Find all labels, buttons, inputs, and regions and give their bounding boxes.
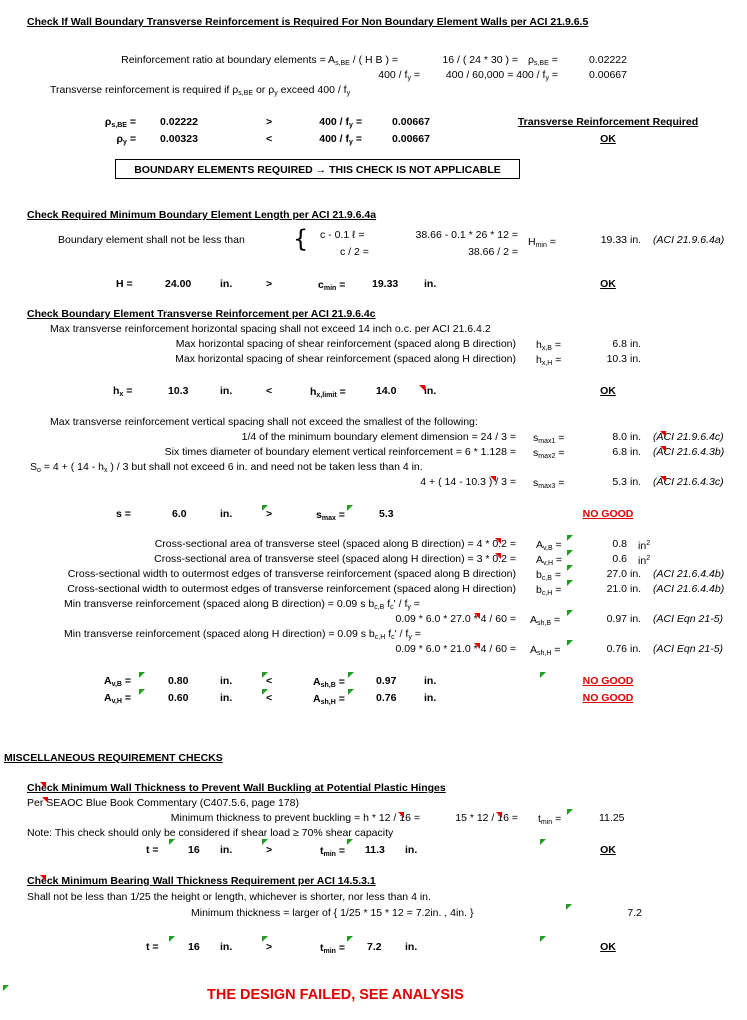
hxh-unit: in. xyxy=(630,353,642,365)
comment-marker-icon xyxy=(347,505,353,511)
area-h-result: NO GOOD xyxy=(582,692,634,704)
tmin-cmp-symbol-5: $t_{min}$ = xyxy=(320,942,346,955)
t-op-4: > xyxy=(266,844,273,856)
requirement-line: Transverse reinforcement is required if $\rho_{s,BE}$ or $\rho_y$ exceed $400 / f_y$ xyxy=(50,84,351,97)
cmin-symbol: $c_{min}$ = xyxy=(318,279,346,292)
comment-marker-icon xyxy=(262,672,268,678)
s-unit: in. xyxy=(220,508,233,520)
comment-marker-icon xyxy=(567,550,573,556)
boundary-option-1: c - 0.1 ℓ = xyxy=(320,229,365,241)
comment-marker-icon xyxy=(347,936,353,942)
smax2-value: 6.8 xyxy=(612,446,627,458)
h-op: > xyxy=(266,278,273,290)
note-marker-icon xyxy=(474,613,480,619)
smax1-unit: in. xyxy=(630,431,642,443)
ash-b-calc: 0.09 * 6.0 * 27.0 * 4 / 60 = xyxy=(395,613,516,625)
bcb-unit: in. xyxy=(630,568,642,580)
avh-cmp-value: 0.60 xyxy=(168,692,189,704)
rho-sbe-row-op: > xyxy=(266,116,273,128)
t-op-5: > xyxy=(266,941,273,953)
avb-unit: $in^2$ xyxy=(638,540,651,552)
smax2-ref: (ACI 21.6.4.3b) xyxy=(653,446,725,458)
hxh-value: 10.3 xyxy=(606,353,627,365)
hxh-symbol: $h_{x,H}$ = xyxy=(536,354,562,367)
hmin-ref: (ACI 21.9.6.4a) xyxy=(653,234,725,246)
boundary-notice: BOUNDARY ELEMENTS REQUIRED → THIS CHECK IS NOT APPLICABLE xyxy=(134,164,501,176)
ashb-cmp-symbol: $A_{sh,B}$ = xyxy=(313,676,345,689)
smax1-value: 8.0 xyxy=(612,431,627,443)
hmin-value: 19.33 xyxy=(600,234,627,246)
avh-cmp-label: $A_{v,H}$ = xyxy=(104,692,132,705)
fy-calc: $400 / 60,000 = 400 / f_y$ = xyxy=(445,69,558,82)
note-marker-icon xyxy=(660,446,666,452)
buckling-thickness-line: Minimum thickness to prevent buckling = h * 12 / 16 = xyxy=(170,812,420,824)
bearing-wall-result: OK xyxy=(600,941,616,953)
note-marker-icon xyxy=(419,385,425,391)
smax3-unit: in. xyxy=(630,476,642,488)
bcb-symbol: $b_{c,B}$ = xyxy=(536,569,562,582)
bearing-wall-min-value: 7.2 xyxy=(627,907,642,919)
fy-label: $400 / f_y$ = xyxy=(378,69,420,82)
boundary-option-1-calc: 38.66 - 0.1 * 26 * 12 = xyxy=(415,229,518,241)
hmin-symbol: $H_{min}$ = xyxy=(528,236,556,249)
t-label-4: t = xyxy=(146,844,159,856)
note-marker-icon xyxy=(496,812,502,818)
ashh-ref: (ACI Eqn 21-5) xyxy=(653,643,724,655)
hxb-symbol: $h_{x,B}$ = xyxy=(536,339,562,352)
note-marker-icon xyxy=(660,476,666,482)
rho-y-row-label: $\rho_y$ = xyxy=(116,133,136,146)
ashh-cmp-unit: in. xyxy=(424,692,437,704)
tmin-cmp-value-5: 7.2 xyxy=(367,941,382,953)
comment-marker-icon xyxy=(567,580,573,586)
comment-marker-icon xyxy=(540,672,546,678)
tmin-cmp-value-4: 11.3 xyxy=(365,844,385,856)
ashb-cmp-value: 0.97 xyxy=(376,675,397,687)
rho-y-row-limit: $400 / f_y$ = xyxy=(319,133,362,146)
s-label: s = xyxy=(116,508,131,520)
ashb-unit: in. xyxy=(630,613,642,625)
buckling-result: OK xyxy=(600,844,616,856)
avb-cmp-label: $A_{v,B}$ = xyxy=(104,675,132,688)
boundary-option-2: c / 2 = xyxy=(340,246,369,258)
note-marker-icon xyxy=(474,643,480,649)
boundary-length-result: OK xyxy=(600,278,616,290)
rho-sbe-row-limit-value: 0.00667 xyxy=(392,116,430,128)
comment-marker-icon xyxy=(540,839,546,845)
width-transverse-h: Cross-sectional width to outermost edges of transverse reinforcement (spaced along H direction) xyxy=(67,583,516,595)
comment-marker-icon xyxy=(567,610,573,616)
ashh-unit: in. xyxy=(630,643,642,655)
cmin-value: 19.33 xyxy=(372,278,399,290)
note-marker-icon xyxy=(40,782,46,788)
ratio-label: Reinforcement ratio at boundary elements = $A_{s,BE}$ / ( H B ) = xyxy=(121,54,398,67)
seaoc-reference: Per SEAOC Blue Book Commentary (C407.5.6, page 178) xyxy=(27,797,299,809)
spacing-result: NO GOOD xyxy=(582,508,634,520)
transverse-required-result: Transverse Reinforcement Required xyxy=(517,116,699,128)
note-marker-icon xyxy=(398,812,404,818)
comment-marker-icon xyxy=(540,936,546,942)
comment-marker-icon xyxy=(169,936,175,942)
bch-value: 21.0 xyxy=(606,583,627,595)
final-status: THE DESIGN FAILED, SEE ANALYSIS xyxy=(207,987,464,1003)
section-title-bearing-wall-thickness: Check Minimum Bearing Wall Thickness Requirement per ACI 14.5.3.1 xyxy=(27,875,376,887)
ratio-calc: 16 / ( 24 * 30 ) = xyxy=(442,54,518,66)
vertical-spacing-3: 4 + ( 14 - 10.3 ) / 3 = xyxy=(420,476,516,488)
avh-cmp-op: < xyxy=(266,692,273,704)
avb-value: 0.8 xyxy=(612,538,627,550)
avh-value: 0.6 xyxy=(612,553,627,565)
note-marker-icon xyxy=(660,431,666,437)
hx-label: $h_x$ = xyxy=(113,385,133,398)
avh-unit: $in^2$ xyxy=(638,555,651,567)
tmin-cmp-symbol-4: $t_{min}$ = xyxy=(320,845,346,858)
tmin-cmp-unit-5: in. xyxy=(405,941,418,953)
hx-value: 10.3 xyxy=(168,385,189,397)
boundary-option-2-calc: 38.66 / 2 = xyxy=(468,246,518,258)
bcb-value: 27.0 xyxy=(606,568,627,580)
note-marker-icon xyxy=(42,797,48,803)
comment-marker-icon xyxy=(3,985,9,991)
hxb-value: 6.8 xyxy=(612,338,627,350)
avb-symbol: $A_{v,B}$ = xyxy=(536,539,562,552)
smax3-ref: (ACI 21.6.4.3c) xyxy=(653,476,724,488)
comment-marker-icon xyxy=(139,672,145,678)
ashb-symbol: $A_{sh,B}$ = xyxy=(530,614,561,627)
hxb-unit: in. xyxy=(630,338,642,350)
area-transverse-h: Cross-sectional area of transverse steel (spaced along H direction) = 3 * 0.2 = xyxy=(154,553,516,565)
so-formula: $S_o = 4$ + ( $14 - h_x$ ) / 3 but shall not exceed 6 in. and need not be taken less than 4 in. xyxy=(30,461,423,474)
ashh-symbol: $A_{sh,H}$ = xyxy=(530,644,561,657)
fy-value: 0.00667 xyxy=(589,69,627,81)
comment-marker-icon xyxy=(347,839,353,845)
note-marker-icon xyxy=(490,476,496,482)
horizontal-spacing-rule: Max transverse reinforcement horizontal spacing shall not exceed 14 inch o.c. per ACI 21.6.4.2 xyxy=(50,323,491,335)
avb-cmp-value: 0.80 xyxy=(168,675,189,687)
h-value: 24.00 xyxy=(165,278,192,290)
rho-sbe-row-limit: $400 / f_y$ = xyxy=(319,116,362,129)
comment-marker-icon xyxy=(566,904,572,910)
comment-marker-icon xyxy=(139,689,145,695)
bcb-ref: (ACI 21.6.4.4b) xyxy=(653,568,725,580)
comment-marker-icon xyxy=(262,689,268,695)
area-transverse-b: Cross-sectional area of transverse steel (spaced along B direction) = 4 * 0.2 = xyxy=(154,538,516,550)
section-title-min-boundary-length: Check Required Minimum Boundary Element Length per ACI 21.9.6.4a xyxy=(27,209,377,221)
ashh-cmp-value: 0.76 xyxy=(376,692,397,704)
comment-marker-icon xyxy=(262,505,268,511)
s-op: > xyxy=(266,508,273,520)
avh-symbol: $A_{v,H}$ = xyxy=(536,554,563,567)
comment-marker-icon xyxy=(262,936,268,942)
comment-marker-icon xyxy=(348,689,354,695)
ashh-value: 0.76 xyxy=(606,643,627,655)
horizontal-spacing-b: Max horizontal spacing of shear reinforcement (spaced along B direction) xyxy=(175,338,516,350)
note-marker-icon xyxy=(495,538,501,544)
note-marker-icon xyxy=(495,553,501,559)
rho-y-row-op: < xyxy=(266,133,273,145)
vertical-spacing-2: Six times diameter of boundary element vertical reinforcement = 6 * 1.128 = xyxy=(164,446,516,458)
comment-marker-icon xyxy=(567,535,573,541)
bch-unit: in. xyxy=(630,583,642,595)
comment-marker-icon xyxy=(567,565,573,571)
tmin-value: 11.25 xyxy=(599,812,625,824)
vertical-spacing-1: 1/4 of the minimum boundary element dimension = 24 / 3 = xyxy=(241,431,516,443)
section-title-min-thickness-buckling: Check Minimum Wall Thickness to Prevent Wall Buckling at Potential Plastic Hinges xyxy=(27,782,446,794)
misc-title: MISCELLANEOUS REQUIREMENT CHECKS xyxy=(4,752,223,764)
smax3-value: 5.3 xyxy=(612,476,627,488)
smax-symbol: $s_{max}$ = xyxy=(316,509,345,522)
smax2-symbol: $s_{max2}$ = xyxy=(533,447,565,460)
t-unit-5: in. xyxy=(220,941,233,953)
buckling-thickness-calc: 15 * 12 / 16 = xyxy=(455,812,518,824)
ash-b-formula: Min transverse reinforcement (spaced along B direction) = 0.09 s $b_{c,B}$ $f_c' / f_y$ = xyxy=(64,598,420,611)
avb-cmp-op: < xyxy=(266,675,273,687)
smax1-symbol: $s_{max1}$ = xyxy=(533,432,565,445)
comment-marker-icon xyxy=(567,809,573,815)
bch-ref: (ACI 21.6.4.4b) xyxy=(653,583,725,595)
hmin-unit: in. xyxy=(630,234,642,246)
rho-y-result: OK xyxy=(600,133,616,145)
avb-cmp-unit: in. xyxy=(220,675,233,687)
ashb-cmp-unit: in. xyxy=(424,675,437,687)
buckling-note: Note: This check should only be considered if shear load ≥ 70% shear capacity xyxy=(27,827,394,839)
ash-h-calc: 0.09 * 6.0 * 21.0 * 4 / 60 = xyxy=(395,643,516,655)
note-marker-icon xyxy=(40,875,46,881)
cmin-unit: in. xyxy=(424,278,437,290)
section-title-transverse-required: Check If Wall Boundary Transverse Reinforcement is Required For Non Boundary Element Walls per ACI 21.9.6.5 xyxy=(27,16,589,28)
rho-sbe-symbol: $\rho_{s,BE}$ = xyxy=(528,54,558,67)
boundary-length-label: Boundary element shall not be less than xyxy=(58,234,245,246)
smax-value: 5.3 xyxy=(379,508,394,520)
tmin-symbol: $t_{min}$ = xyxy=(538,813,562,826)
area-b-result: NO GOOD xyxy=(582,675,634,687)
h-unit: in. xyxy=(220,278,233,290)
ashh-cmp-symbol: $A_{sh,H}$ = xyxy=(313,693,345,706)
smax1-ref: (ACI 21.9.6.4c) xyxy=(653,431,724,443)
hx-limit-symbol: $h_{x,limit}$ = xyxy=(310,386,346,399)
rho-y-row-value: 0.00323 xyxy=(160,133,198,145)
smax3-symbol: $s_{max3}$ = xyxy=(533,477,565,490)
ash-h-formula: Min transverse reinforcement (spaced along H direction) = 0.09 s $b_{c,H}$ $f_c' / f_y$ = xyxy=(64,628,421,641)
section-title-boundary-transverse: Check Boundary Element Transverse Reinforcement per ACI 21.9.6.4c xyxy=(27,308,376,320)
t-label-5: t = xyxy=(146,941,159,953)
hx-op: < xyxy=(266,385,273,397)
t-value-5: 16 xyxy=(188,941,200,953)
bearing-wall-min-line: Minimum thickness = larger of { 1/25 * 15 * 12 = 7.2in. , 4in. } xyxy=(191,907,474,919)
avh-cmp-unit: in. xyxy=(220,692,233,704)
s-value: 6.0 xyxy=(172,508,187,520)
hx-limit-unit: in. xyxy=(424,385,437,397)
t-value-4: 16 xyxy=(188,844,200,856)
vertical-spacing-rule: Max transverse reinforcement vertical spacing shall not exceed the smallest of the following: xyxy=(50,416,478,428)
comment-marker-icon xyxy=(348,672,354,678)
h-label: H = xyxy=(116,278,133,290)
hx-unit: in. xyxy=(220,385,233,397)
rho-y-row-limit-value: 0.00667 xyxy=(392,133,430,145)
comment-marker-icon xyxy=(567,640,573,646)
t-unit-4: in. xyxy=(220,844,233,856)
horizontal-spacing-h: Max horizontal spacing of shear reinforcement (spaced along H direction) xyxy=(175,353,516,365)
brace-icon: { xyxy=(293,225,309,253)
ratio-value: 0.02222 xyxy=(589,54,627,66)
width-transverse-b: Cross-sectional width to outermost edges of transverse reinforcement (spaced along B direction) xyxy=(67,568,516,580)
comment-marker-icon xyxy=(262,839,268,845)
bch-symbol: $b_{c,H}$ = xyxy=(536,584,562,597)
smax2-unit: in. xyxy=(630,446,642,458)
ashb-value: 0.97 xyxy=(606,613,627,625)
bearing-wall-rule: Shall not be less than 1/25 the height or length, whichever is shorter, nor less than 4 in. xyxy=(27,891,431,903)
rho-sbe-row-value: 0.02222 xyxy=(160,116,198,128)
hx-limit-value: 14.0 xyxy=(376,385,397,397)
ashb-ref: (ACI Eqn 21-5) xyxy=(653,613,724,625)
tmin-cmp-unit-4: in. xyxy=(405,844,418,856)
rho-sbe-row-label: $\rho_{s,BE}$ = xyxy=(104,116,136,129)
hx-result: OK xyxy=(600,385,616,397)
comment-marker-icon xyxy=(169,839,175,845)
